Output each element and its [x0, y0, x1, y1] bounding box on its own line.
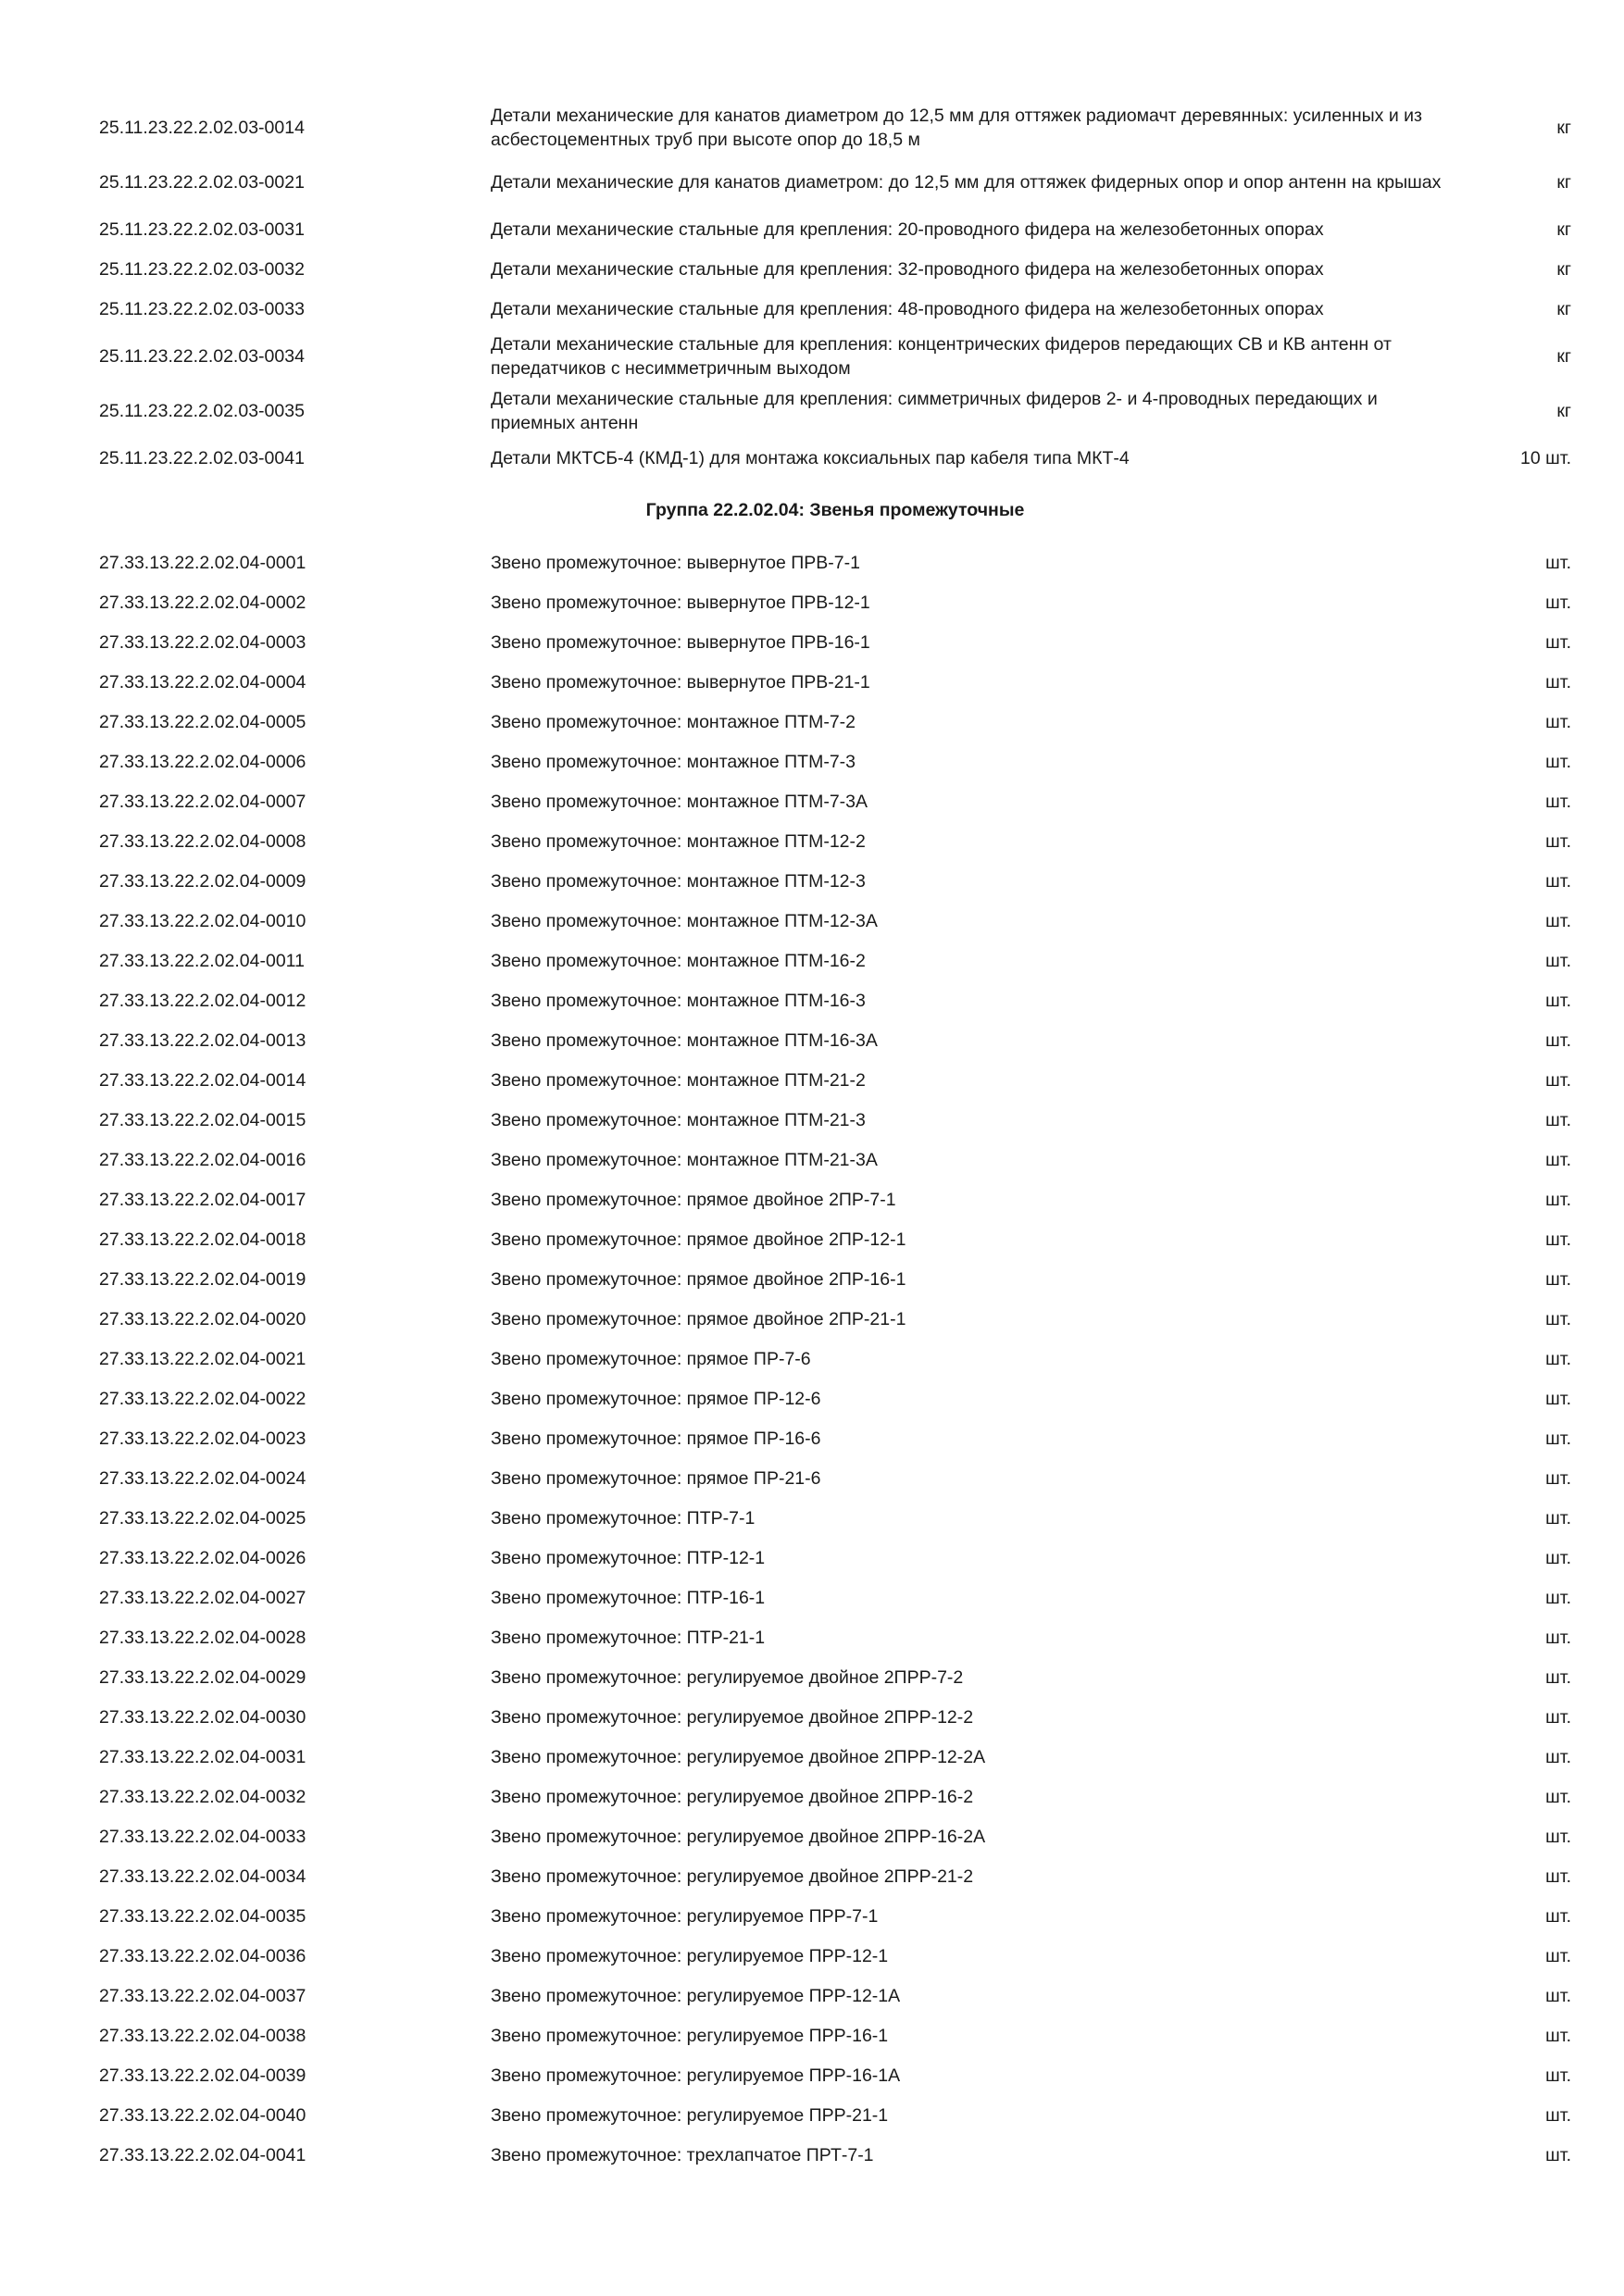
row-unit: кг	[1556, 117, 1571, 138]
row-unit: шт.	[1545, 791, 1571, 812]
row-name: Звено промежуточное: прямое двойное 2ПР-21-1	[491, 1308, 906, 1329]
row-code: 25.11.23.22.2.02.03-0014	[99, 117, 305, 138]
row-code: 27.33.13.22.2.02.04-0013	[99, 1029, 306, 1051]
row-unit: шт.	[1545, 1348, 1571, 1369]
row-unit: шт.	[1545, 1069, 1571, 1091]
row-unit: шт.	[1545, 870, 1571, 892]
row-code: 25.11.23.22.2.02.03-0033	[99, 298, 305, 319]
row-name: Звено промежуточное: монтажное ПТМ-7-3	[491, 751, 856, 772]
row-name: Детали механические стальные для крепления: 32-проводного фидера на железобетонных опорах	[491, 258, 1324, 280]
table-row	[99, 329, 1571, 383]
table-row	[99, 1179, 1571, 1219]
row-code: 27.33.13.22.2.02.04-0038	[99, 2025, 306, 2046]
row-unit: кг	[1556, 171, 1571, 193]
row-code: 27.33.13.22.2.02.04-0033	[99, 1826, 306, 1847]
row-unit: шт.	[1545, 990, 1571, 1011]
row-code: 27.33.13.22.2.02.04-0012	[99, 990, 306, 1011]
row-code: 27.33.13.22.2.02.04-0005	[99, 711, 306, 732]
table-row	[99, 2135, 1571, 2175]
row-unit: шт.	[1545, 592, 1571, 613]
row-name: Звено промежуточное: прямое ПР-12-6	[491, 1388, 821, 1409]
row-unit: шт.	[1545, 631, 1571, 653]
row-unit: шт.	[1545, 2025, 1571, 2046]
table-row	[99, 289, 1571, 329]
row-unit: шт.	[1545, 1189, 1571, 1210]
row-code: 27.33.13.22.2.02.04-0007	[99, 791, 306, 812]
row-name: Звено промежуточное: регулируемое двойное 2ПРР-12-2	[491, 1706, 974, 1728]
row-name: Звено промежуточное: монтажное ПТМ-16-3	[491, 990, 866, 1011]
table-row	[99, 1856, 1571, 1896]
table-row	[99, 209, 1571, 249]
table-row	[99, 1339, 1571, 1379]
row-unit: шт.	[1545, 1746, 1571, 1767]
table-row	[99, 1896, 1571, 1936]
row-unit: шт.	[1545, 1905, 1571, 1927]
row-unit: шт.	[1545, 2104, 1571, 2126]
row-code: 27.33.13.22.2.02.04-0010	[99, 910, 306, 931]
row-name: Звено промежуточное: вывернутое ПРВ-7-1	[491, 552, 860, 573]
row-code: 25.11.23.22.2.02.03-0032	[99, 258, 305, 280]
price-table	[99, 100, 1571, 2175]
row-unit: шт.	[1545, 1109, 1571, 1130]
row-name: Звено промежуточное: монтажное ПТМ-12-2	[491, 830, 866, 852]
row-code: 27.33.13.22.2.02.04-0039	[99, 2065, 306, 2086]
row-unit: шт.	[1545, 1547, 1571, 1568]
table-row	[99, 100, 1571, 155]
table-row	[99, 622, 1571, 662]
row-unit: шт.	[1545, 1467, 1571, 1489]
table-row	[99, 1020, 1571, 1060]
row-name: Звено промежуточное: монтажное ПТМ-12-3	[491, 870, 866, 892]
row-name: Детали механические для канатов диаметром до 12,5 мм для оттяжек радиомачт деревянных: усиленных и из асбестоцементных труб при высоте опор до 18,5 м	[491, 105, 1422, 150]
table-row	[99, 2055, 1571, 2095]
row-unit: шт.	[1545, 1428, 1571, 1449]
table-row	[99, 155, 1571, 209]
row-unit: шт.	[1545, 1388, 1571, 1409]
table-row	[99, 1299, 1571, 1339]
row-unit: шт.	[1545, 1786, 1571, 1807]
row-name: Звено промежуточное: прямое ПР-21-6	[491, 1467, 821, 1489]
row-unit: кг	[1556, 298, 1571, 319]
row-unit: шт.	[1545, 1945, 1571, 1966]
table-row	[99, 1816, 1571, 1856]
row-unit: кг	[1556, 345, 1571, 367]
row-name: Детали механические стальные для крепления: 20-проводного фидера на железобетонных опорах	[491, 218, 1324, 240]
row-name: Звено промежуточное: регулируемое двойное 2ПРР-16-2А	[491, 1826, 986, 1847]
row-code: 27.33.13.22.2.02.04-0041	[99, 2144, 306, 2165]
row-code: 27.33.13.22.2.02.04-0016	[99, 1149, 306, 1170]
row-name: Звено промежуточное: регулируемое ПРР-12-1	[491, 1945, 889, 1966]
row-unit: шт.	[1545, 1706, 1571, 1728]
row-code: 27.33.13.22.2.02.04-0011	[99, 950, 305, 971]
row-unit: шт.	[1545, 2065, 1571, 2086]
row-name: Звено промежуточное: монтажное ПТМ-16-2	[491, 950, 866, 971]
row-code: 27.33.13.22.2.02.04-0021	[99, 1348, 306, 1369]
row-code: 27.33.13.22.2.02.04-0006	[99, 751, 306, 772]
row-unit: шт.	[1545, 910, 1571, 931]
row-unit: кг	[1556, 400, 1571, 421]
row-code: 27.33.13.22.2.02.04-0029	[99, 1666, 306, 1688]
table-row	[99, 1458, 1571, 1498]
row-name: Звено промежуточное: ПТР-12-1	[491, 1547, 766, 1568]
row-name: Детали механические для канатов диаметром: до 12,5 мм для оттяжек фидерных опор и опор антенн на крышах	[491, 171, 1442, 193]
row-name: Звено промежуточное: регулируемое ПРР-12-1А	[491, 1985, 901, 2006]
row-name: Звено промежуточное: вывернутое ПРВ-16-1	[491, 631, 870, 653]
row-code: 27.33.13.22.2.02.04-0019	[99, 1268, 306, 1290]
table-row	[99, 941, 1571, 980]
table-row	[99, 1936, 1571, 1976]
table-row	[99, 1777, 1571, 1816]
row-unit: шт.	[1545, 1268, 1571, 1290]
row-code: 27.33.13.22.2.02.04-0009	[99, 870, 306, 892]
group-header	[99, 478, 1571, 543]
row-code: 25.11.23.22.2.02.03-0041	[99, 447, 305, 468]
table-row	[99, 901, 1571, 941]
table-row	[99, 1140, 1571, 1179]
row-unit: 10 шт.	[1520, 447, 1571, 468]
row-code: 27.33.13.22.2.02.04-0002	[99, 592, 306, 613]
table-row	[99, 1418, 1571, 1458]
row-code: 27.33.13.22.2.02.04-0032	[99, 1786, 306, 1807]
row-name: Звено промежуточное: ПТР-7-1	[491, 1507, 756, 1529]
row-code: 27.33.13.22.2.02.04-0027	[99, 1587, 306, 1608]
row-unit: шт.	[1545, 1627, 1571, 1648]
row-name: Звено промежуточное: прямое двойное 2ПР-16-1	[491, 1268, 906, 1290]
row-name: Звено промежуточное: трехлапчатое ПРТ-7-1	[491, 2144, 874, 2165]
row-name: Звено промежуточное: ПТР-21-1	[491, 1627, 766, 1648]
row-code: 27.33.13.22.2.02.04-0014	[99, 1069, 306, 1091]
table-row	[99, 1697, 1571, 1737]
row-unit: шт.	[1545, 711, 1571, 732]
row-code: 27.33.13.22.2.02.04-0035	[99, 1905, 306, 1927]
table-row	[99, 1976, 1571, 2015]
row-code: 27.33.13.22.2.02.04-0008	[99, 830, 306, 852]
row-unit: шт.	[1545, 1308, 1571, 1329]
row-unit: шт.	[1545, 751, 1571, 772]
row-name: Звено промежуточное: монтажное ПТМ-7-2	[491, 711, 856, 732]
row-name: Звено промежуточное: монтажное ПТМ-7-3А	[491, 791, 868, 812]
row-name: Звено промежуточное: монтажное ПТМ-21-3	[491, 1109, 866, 1130]
table-row	[99, 543, 1571, 582]
row-code: 27.33.13.22.2.02.04-0036	[99, 1945, 306, 1966]
table-row	[99, 1657, 1571, 1697]
table-row	[99, 1498, 1571, 1538]
row-code: 27.33.13.22.2.02.04-0024	[99, 1467, 306, 1489]
row-name: Детали механические стальные для крепления: симметричных фидеров 2- и 4-проводных передающих и приемных антенн	[491, 388, 1378, 433]
table-row	[99, 1379, 1571, 1418]
row-unit: шт.	[1545, 1587, 1571, 1608]
row-code: 27.33.13.22.2.02.04-0040	[99, 2104, 306, 2126]
row-unit: кг	[1556, 218, 1571, 240]
row-unit: шт.	[1545, 1029, 1571, 1051]
row-code: 27.33.13.22.2.02.04-0026	[99, 1547, 306, 1568]
table-row	[99, 582, 1571, 622]
table-row	[99, 1219, 1571, 1259]
table-row	[99, 1100, 1571, 1140]
table-row	[99, 383, 1571, 438]
row-name: Звено промежуточное: регулируемое двойное 2ПРР-21-2	[491, 1866, 974, 1887]
row-name: Звено промежуточное: прямое двойное 2ПР-12-1	[491, 1229, 906, 1250]
row-name: Детали механические стальные для крепления: 48-проводного фидера на железобетонных опорах	[491, 298, 1324, 319]
row-unit: шт.	[1545, 1666, 1571, 1688]
row-code: 27.33.13.22.2.02.04-0028	[99, 1627, 306, 1648]
row-unit: шт.	[1545, 2144, 1571, 2165]
row-unit: шт.	[1545, 1229, 1571, 1250]
row-name: Звено промежуточное: регулируемое ПРР-21-1	[491, 2104, 889, 2126]
row-unit: шт.	[1545, 1149, 1571, 1170]
table-row	[99, 980, 1571, 1020]
row-name: Звено промежуточное: вывернутое ПРВ-12-1	[491, 592, 870, 613]
row-code: 27.33.13.22.2.02.04-0017	[99, 1189, 306, 1210]
row-code: 27.33.13.22.2.02.04-0003	[99, 631, 306, 653]
table-row	[99, 1259, 1571, 1299]
row-code: 27.33.13.22.2.02.04-0001	[99, 552, 306, 573]
row-name: Звено промежуточное: прямое ПР-16-6	[491, 1428, 821, 1449]
table-row	[99, 1060, 1571, 1100]
row-name: Звено промежуточное: регулируемое ПРР-7-1	[491, 1905, 879, 1927]
row-name: Звено промежуточное: регулируемое ПРР-16-1	[491, 2025, 889, 2046]
table-row	[99, 1737, 1571, 1777]
row-code: 27.33.13.22.2.02.04-0004	[99, 671, 306, 693]
row-unit: шт.	[1545, 1866, 1571, 1887]
row-code: 27.33.13.22.2.02.04-0034	[99, 1866, 306, 1887]
row-name: Звено промежуточное: монтажное ПТМ-12-3А	[491, 910, 878, 931]
row-name: Звено промежуточное: прямое двойное 2ПР-7-1	[491, 1189, 896, 1210]
table-row	[99, 1578, 1571, 1617]
row-unit: шт.	[1545, 1985, 1571, 2006]
row-code: 25.11.23.22.2.02.03-0034	[99, 345, 305, 367]
row-name: Звено промежуточное: прямое ПР-7-6	[491, 1348, 811, 1369]
row-unit: шт.	[1545, 1826, 1571, 1847]
row-code: 25.11.23.22.2.02.03-0031	[99, 218, 305, 240]
section-mechanical-parts	[99, 100, 1571, 478]
row-name: Звено промежуточное: регулируемое двойное 2ПРР-16-2	[491, 1786, 974, 1807]
table-row	[99, 821, 1571, 861]
table-row	[99, 861, 1571, 901]
row-unit: кг	[1556, 258, 1571, 280]
row-code: 27.33.13.22.2.02.04-0022	[99, 1388, 306, 1409]
row-code: 25.11.23.22.2.02.03-0021	[99, 171, 305, 193]
row-code: 27.33.13.22.2.02.04-0018	[99, 1229, 306, 1250]
row-unit: шт.	[1545, 1507, 1571, 1529]
row-code: 27.33.13.22.2.02.04-0031	[99, 1746, 306, 1767]
row-name: Звено промежуточное: регулируемое двойное 2ПРР-7-2	[491, 1666, 964, 1688]
table-row	[99, 781, 1571, 821]
row-name: Звено промежуточное: регулируемое ПРР-16-1А	[491, 2065, 901, 2086]
section-intermediate-links	[99, 543, 1571, 2175]
row-code: 27.33.13.22.2.02.04-0037	[99, 1985, 306, 2006]
row-code: 27.33.13.22.2.02.04-0020	[99, 1308, 306, 1329]
row-name: Детали МКТСБ-4 (КМД-1) для монтажа коксиальных пар кабеля типа МКТ-4	[491, 447, 1130, 468]
row-name: Звено промежуточное: вывернутое ПРВ-21-1	[491, 671, 870, 693]
table-row	[99, 702, 1571, 742]
row-code: 25.11.23.22.2.02.03-0035	[99, 400, 305, 421]
table-row	[99, 438, 1571, 478]
row-name: Детали механические стальные для крепления: концентрических фидеров передающих СВ и КВ антенн от передатчиков с несимметричным выходом	[491, 333, 1392, 379]
row-unit: шт.	[1545, 950, 1571, 971]
row-name: Звено промежуточное: монтажное ПТМ-16-3А	[491, 1029, 878, 1051]
row-name: Звено промежуточное: ПТР-16-1	[491, 1587, 766, 1608]
row-unit: шт.	[1545, 552, 1571, 573]
row-name: Звено промежуточное: монтажное ПТМ-21-3А	[491, 1149, 878, 1170]
row-unit: шт.	[1545, 830, 1571, 852]
row-unit: шт.	[1545, 671, 1571, 693]
row-name: Звено промежуточное: монтажное ПТМ-21-2	[491, 1069, 866, 1091]
table-row	[99, 249, 1571, 289]
row-code: 27.33.13.22.2.02.04-0025	[99, 1507, 306, 1529]
table-row	[99, 662, 1571, 702]
table-row	[99, 742, 1571, 781]
row-name: Звено промежуточное: регулируемое двойное 2ПРР-12-2А	[491, 1746, 986, 1767]
table-row	[99, 2015, 1571, 2055]
row-code: 27.33.13.22.2.02.04-0030	[99, 1706, 306, 1728]
table-row	[99, 1617, 1571, 1657]
row-code: 27.33.13.22.2.02.04-0023	[99, 1428, 306, 1449]
table-row	[99, 2095, 1571, 2135]
table-row	[99, 1538, 1571, 1578]
group-title: Группа 22.2.02.04: Звенья промежуточные	[645, 500, 1025, 520]
row-code: 27.33.13.22.2.02.04-0015	[99, 1109, 306, 1130]
